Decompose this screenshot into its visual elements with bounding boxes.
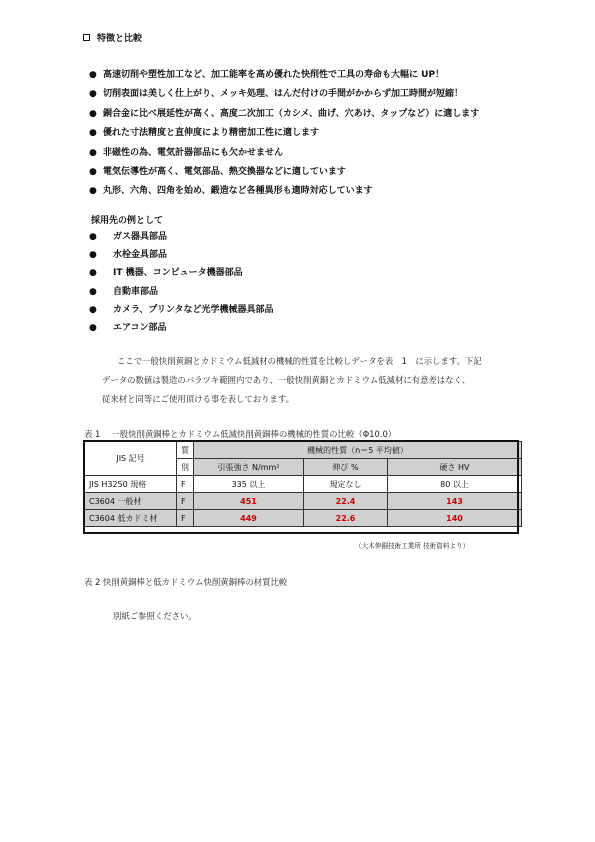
list-item: ● 優れた寸法精度と直伸度により精密加工性に適します <box>89 124 479 143</box>
checkbox-square-icon <box>83 34 90 41</box>
temper: F <box>177 476 194 493</box>
source-note: （大木伸銅技術工業所 技術資料より） <box>355 542 470 550</box>
section-heading <box>83 31 142 44</box>
bullet-icon: ● <box>89 70 97 80</box>
list-item: ● 電気伝導性が高く、電気部品、熱交換器などに適しています <box>89 163 479 182</box>
paragraph-line: データの数値は製造のバラツキ範囲内であり、一般快削黄銅とカドミウム低減材に有意差はなく、 <box>102 375 471 385</box>
bullet-icon: ● <box>89 232 97 242</box>
list-item: ● ガス器具部品 <box>89 228 274 246</box>
bullet-icon: ● <box>89 268 97 279</box>
tensile-value: 335 以上 <box>194 476 304 493</box>
list-item: ● 水栓金具部品 <box>89 246 274 264</box>
see-attachment-note: 別紙ご参照ください。 <box>113 611 197 621</box>
temper: F <box>177 493 194 510</box>
table-row <box>85 510 522 527</box>
hardness-value: 143 <box>388 493 522 510</box>
uses-list <box>89 228 274 337</box>
tensile-value: 449 <box>194 510 304 527</box>
feature-list <box>89 66 479 202</box>
header-tensile: 引張強さ N/mm² <box>194 459 304 476</box>
header-mechanical: 機械的性質（n＝5 平均値） <box>194 442 522 459</box>
bullet-icon: ● <box>89 89 97 100</box>
bullet-icon: ● <box>89 128 97 139</box>
material-name: C3604 一般材 <box>85 493 177 510</box>
elongation-value: 22.6 <box>304 510 388 527</box>
temper: F <box>177 510 194 527</box>
table-row <box>85 476 522 493</box>
bullet-icon: ● <box>89 323 97 334</box>
hardness-value: 80 以上 <box>388 476 522 493</box>
material-name: JIS H3250 規格 <box>85 476 177 493</box>
list-item: ● 切削表面は美しく仕上がり、メッキ処理、はんだ付けの手間がかからず加工時間が短縮！ <box>89 85 479 104</box>
bullet-icon: ● <box>89 147 97 158</box>
hardness-value: 140 <box>388 510 522 527</box>
bullet-icon: ● <box>89 186 97 197</box>
material-name: C3604 低カドミ材 <box>85 510 177 527</box>
list-item: ● 銅合金に比べ展延性が高く、高度二次加工（カシメ、曲げ、穴あけ、タップなど）に適します <box>89 105 479 124</box>
bullet-icon: ● <box>89 304 97 315</box>
bullet-icon: ● <box>89 108 97 119</box>
header-hardness: 硬さ HV <box>388 459 522 476</box>
list-item: ● 高速切削や塑性加工など、加工能率を高め優れた快削性で工具の寿命も大幅に UP！ <box>89 66 479 85</box>
header-elongation: 伸び % <box>304 459 388 476</box>
elongation-value: 22.4 <box>304 493 388 510</box>
header-jis: JIS 記号 <box>85 442 177 476</box>
bullet-icon: ● <box>89 286 97 297</box>
heading-text: 特徴と比較 <box>97 34 143 44</box>
list-item: ● エアコン部品 <box>89 319 274 337</box>
elongation-value: 規定なし <box>304 476 388 493</box>
header-shitsu: 質 <box>177 442 194 459</box>
list-item: ● 非磁性の為、電気計器部品にも欠かせません <box>89 144 479 163</box>
list-item: ● 丸形、六角、四角を始め、鍛造など各種異形も適時対応しています <box>89 182 479 201</box>
header-betsu: 別 <box>177 459 194 476</box>
list-item: ● 自動車部品 <box>89 283 274 301</box>
intro-paragraph <box>102 352 482 409</box>
list-item: ● IT 機器、コンピュータ機器部品 <box>89 264 274 282</box>
uses-title: 採用先の例として <box>91 216 164 226</box>
table1-caption: 表 1 一般快削黄銅棒とカドミウム低減快削黄銅棒の機械的性質の比較（Φ10.0） <box>84 429 397 439</box>
comparison-table <box>84 441 522 527</box>
tensile-value: 451 <box>194 493 304 510</box>
table2-caption: 表 2 快削黄銅棒と低カドミウム快削黄銅棒の材質比較 <box>84 577 288 587</box>
bullet-icon: ● <box>89 167 97 178</box>
table-row <box>85 493 522 510</box>
paragraph-line: ここで一般快削黄銅とカドミウム低減材の機械的性質を比較しデータを表 1 に示します。下記 <box>117 356 482 366</box>
list-item: ● カメラ、プリンタなど光学機械器具部品 <box>89 301 274 319</box>
paragraph-line: 従来材と同等にご使用頂ける事を表しております。 <box>102 394 294 404</box>
bullet-icon: ● <box>89 250 97 261</box>
